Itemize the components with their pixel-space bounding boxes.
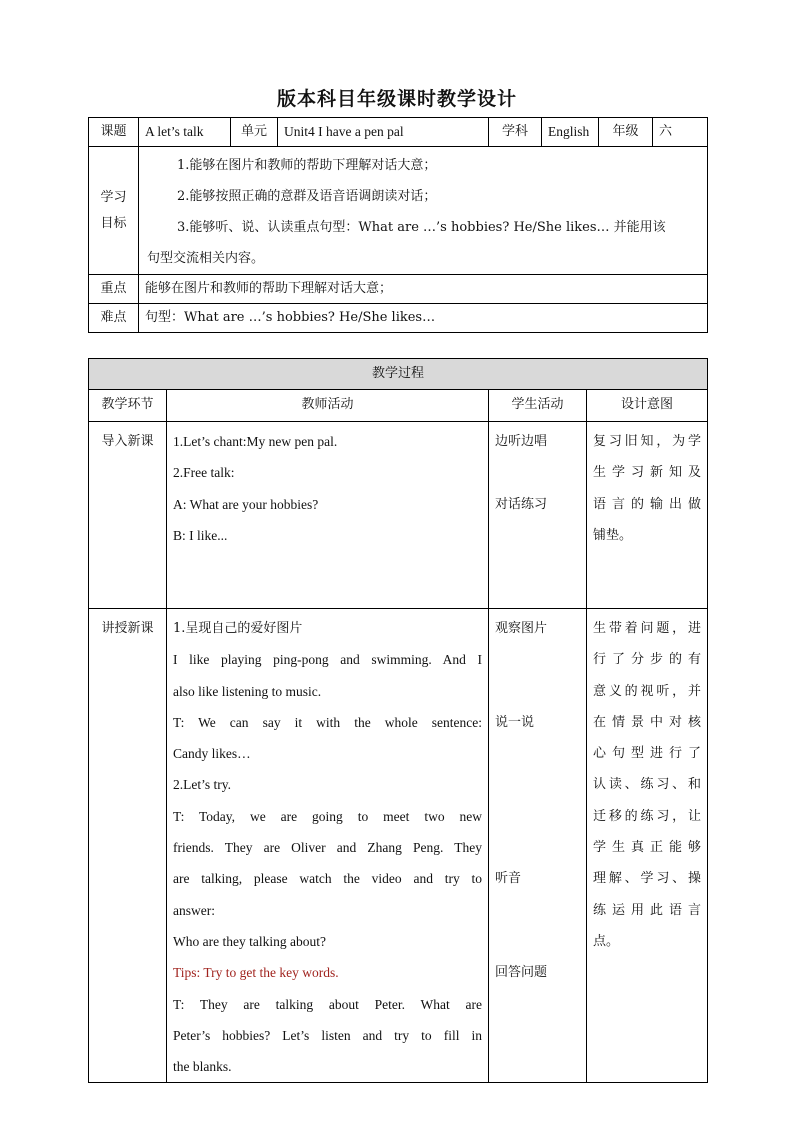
teacher-line: B: I like... — [173, 527, 228, 543]
stage-cell: 讲授新课 — [89, 609, 167, 1083]
intent-line: 心句型进行了 — [593, 746, 702, 762]
teaching-process-table — [88, 358, 708, 1083]
intent-line: 理解、学习、操 — [593, 871, 702, 887]
document-title: 版本科目年级课时教学设计 — [276, 88, 517, 110]
unit-label: 单元 — [231, 118, 278, 147]
topic-label: 课题 — [89, 118, 139, 147]
teacher-line: also like listening to music. — [173, 683, 322, 699]
student-line — [495, 769, 580, 800]
key-point-value: 能够在图片和教师的帮助下理解对话大意； — [139, 275, 708, 304]
difficulty-label: 难点 — [89, 304, 139, 333]
grade-value: 六 — [653, 118, 708, 147]
student-line — [495, 644, 580, 675]
teacher-line: 1.呈现自己的爱好图片 — [173, 621, 303, 636]
goals-label-line-1: 学习 — [100, 189, 127, 205]
student-activity-cell — [489, 422, 587, 609]
student-line — [495, 895, 580, 926]
teacher-line: are talking, please watch the video and try to — [173, 871, 482, 887]
unit-value: Unit4 I have a pen pal — [278, 118, 489, 147]
teacher-line: Peter’s hobbies? Let’s listen and try to fill in — [173, 1027, 482, 1043]
teacher-line: A: What are your hobbies? — [173, 496, 319, 512]
student-line: 观察图片 — [495, 621, 548, 636]
intent-line: 行了分步的有 — [593, 652, 702, 668]
subject-label: 学科 — [489, 118, 542, 147]
column-header-intent: 设计意图 — [587, 390, 708, 422]
intent-line: 练运用此语言 — [593, 902, 702, 918]
teacher-line: answer: — [173, 902, 215, 918]
student-line: 对话练习 — [495, 496, 548, 512]
student-line — [495, 801, 580, 832]
difficulty-value: 句型：What are …’s hobbies? He/She likes… — [139, 304, 708, 333]
intent-line: 铺垫。 — [593, 527, 633, 543]
goal-item: 3.能够听、说、认读重点句型：What are …’s hobbies? He/She likes… 并能用该 — [177, 220, 666, 235]
teacher-line: 1.Let’s chant:My new pen pal. — [173, 434, 338, 449]
student-activity-cell — [489, 609, 587, 1083]
intent-line: 生带着问题，进 — [593, 621, 702, 636]
teacher-activity-cell — [167, 609, 489, 1083]
student-line: 说一说 — [495, 714, 535, 730]
teacher-line: T: We can say it with the whole sentence: — [173, 714, 482, 730]
student-line — [495, 457, 580, 488]
student-line — [495, 926, 580, 957]
student-line: 回答问题 — [495, 965, 548, 981]
stage-cell: 导入新课 — [89, 422, 167, 609]
teacher-line: T: Today, we are going to meet two new — [173, 808, 482, 824]
goals-content — [139, 147, 708, 275]
teacher-line: friends. They are Oliver and Zhang Peng. They — [173, 840, 482, 856]
table-row — [89, 422, 708, 609]
goal-item: 句型交流相关内容。 — [147, 251, 265, 266]
key-point-label: 重点 — [89, 275, 139, 304]
intent-line: 在情景中对核 — [593, 714, 702, 730]
lesson-info-table — [88, 117, 708, 333]
design-intent-cell — [587, 422, 708, 609]
table-row — [89, 609, 708, 1083]
teacher-line: 2.Free talk: — [173, 465, 235, 481]
design-intent-cell — [587, 609, 708, 1083]
student-line: 听音 — [495, 871, 522, 887]
goal-item: 2.能够按照正确的意群及语音语调朗读对话； — [177, 189, 437, 204]
intent-line: 生学习新知及 — [593, 465, 702, 481]
intent-line: 认读、练习、和 — [593, 777, 702, 793]
column-header-teacher: 教师活动 — [167, 390, 489, 422]
intent-line: 复习旧知，为学 — [593, 434, 702, 449]
student-line — [495, 738, 580, 769]
teacher-line: Who are they talking about? — [173, 933, 326, 949]
grade-label: 年级 — [599, 118, 653, 147]
student-line — [495, 676, 580, 707]
intent-line: 点。 — [593, 933, 620, 949]
process-heading: 教学过程 — [89, 359, 708, 390]
column-header-stage: 教学环节 — [89, 390, 167, 422]
teacher-activity-cell — [167, 422, 489, 609]
intent-line: 迁移的练习，让 — [593, 808, 702, 824]
teacher-line: the blanks. — [173, 1059, 232, 1075]
teacher-line: I like playing ping-pong and swimming. And I — [173, 652, 482, 668]
teacher-line: T: They are talking about Peter. What are — [173, 996, 482, 1012]
goal-item: 1.能够在图片和教师的帮助下理解对话大意； — [177, 158, 437, 173]
goals-label-line-2: 目标 — [100, 215, 127, 231]
tips-line: Tips: Try to get the key words. — [173, 965, 339, 981]
intent-line: 学生真正能够 — [593, 840, 702, 856]
intent-line: 意义的视听，并 — [593, 683, 702, 699]
column-header-student: 学生活动 — [489, 390, 587, 422]
student-line — [495, 832, 580, 863]
teacher-line: Candy likes… — [173, 746, 251, 762]
goals-label — [89, 147, 139, 275]
topic-value: A let’s talk — [139, 118, 231, 147]
teacher-line: 2.Let’s try. — [173, 777, 231, 793]
subject-value: English — [542, 118, 599, 147]
student-line: 边听边唱 — [495, 434, 548, 449]
intent-line: 语言的输出做 — [593, 496, 702, 512]
